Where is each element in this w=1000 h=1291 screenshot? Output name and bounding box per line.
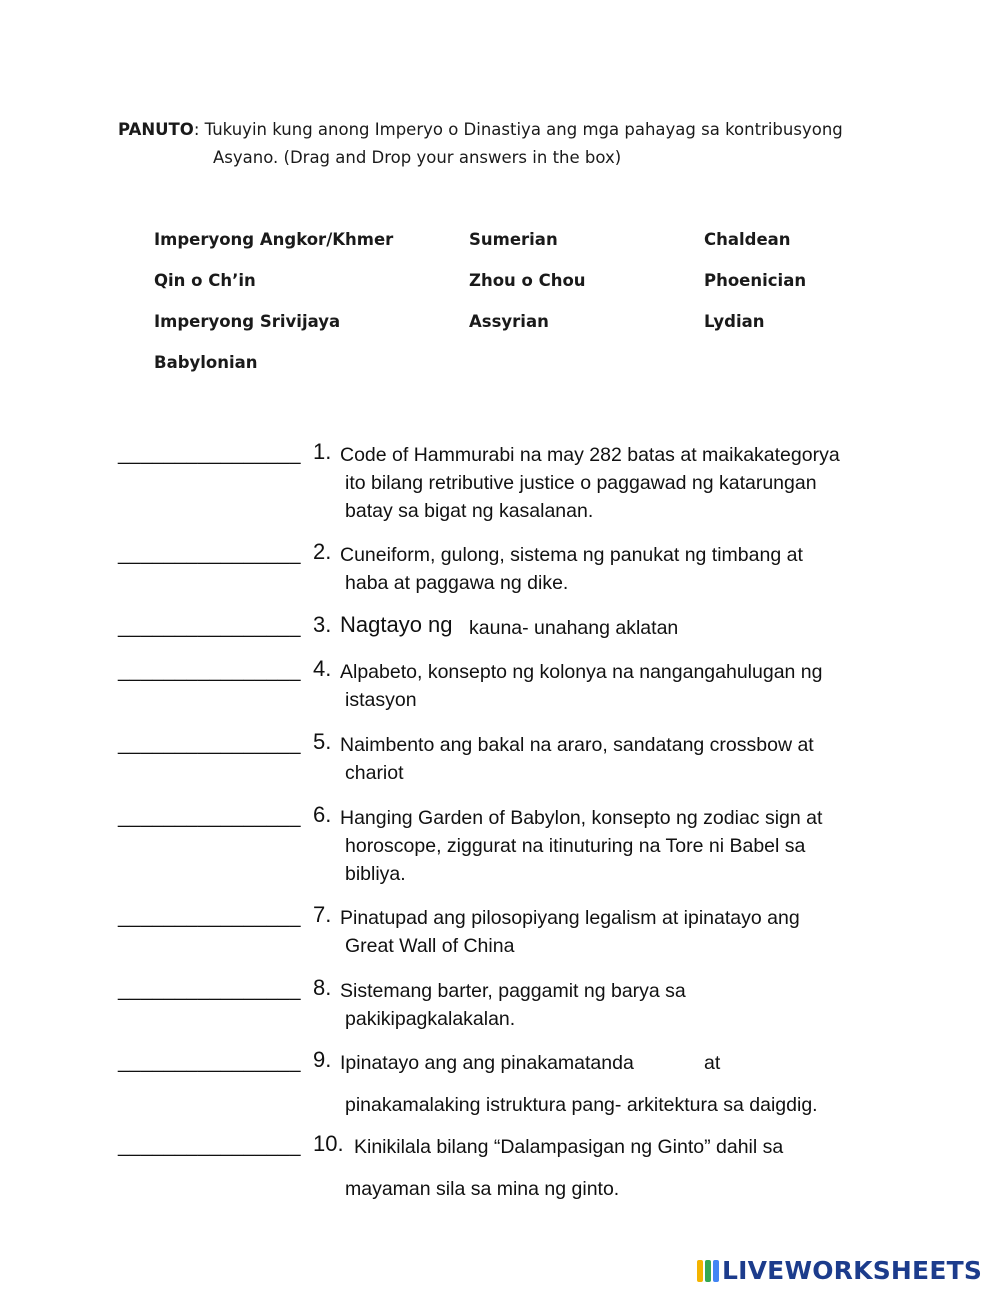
question-number: 8.	[313, 975, 332, 1000]
answer-blank-4[interactable]: ________________	[118, 660, 301, 682]
instructions-separator: :	[193, 120, 200, 139]
logo-bar	[697, 1260, 703, 1282]
question-text: at	[704, 1052, 721, 1074]
answer-blank-10[interactable]: ________________	[118, 1135, 301, 1157]
question-text: Great Wall of China	[345, 935, 515, 957]
question-text: bibliya.	[345, 863, 406, 885]
question-text: Ipinatayo ang ang pinakamatanda	[340, 1052, 634, 1074]
choice-zhou[interactable]: Zhou o Chou	[469, 271, 586, 290]
answer-blank-1[interactable]: ________________	[118, 443, 301, 465]
instructions-label: PANUTO	[118, 120, 194, 139]
choice-sumerian[interactable]: Sumerian	[469, 230, 558, 249]
question-number: 7.	[313, 902, 332, 927]
question-number: 10.	[313, 1131, 344, 1156]
question-text: mayaman sila sa mina ng ginto.	[345, 1178, 620, 1200]
question-text: pinakamalaking istruktura pang- arkitektura sa daigdig.	[345, 1094, 818, 1116]
question-text: Pinatupad ang pilosopiyang legalism at ipinatayo ang	[340, 907, 800, 929]
question-number: 2.	[313, 539, 332, 564]
logo-text: LIVEWORKSHEETS	[722, 1256, 983, 1285]
answer-blank-7[interactable]: ________________	[118, 906, 301, 928]
question-text: Kinikilala bilang “Dalampasigan ng Ginto” dahil sa	[354, 1136, 784, 1158]
logo-bar	[705, 1260, 711, 1282]
answer-blank-2[interactable]: ________________	[118, 543, 301, 565]
answer-blank-8[interactable]: ________________	[118, 979, 301, 1001]
question-text: chariot	[345, 762, 404, 784]
choice-angkor-khmer[interactable]: Imperyong Angkor/Khmer	[154, 230, 394, 249]
question-number: 3.	[313, 612, 332, 637]
question-text: Naimbento ang bakal na araro, sandatang crossbow at	[340, 734, 814, 756]
question-text: istasyon	[345, 689, 417, 711]
question-text: batay sa bigat ng kasalanan.	[345, 500, 594, 522]
question-number: 4.	[313, 656, 332, 681]
question-text: ito bilang retributive justice o paggawad ng katarungan	[345, 472, 817, 494]
liveworksheets-logo	[697, 1256, 982, 1285]
instructions	[118, 116, 918, 172]
choice-chaldean[interactable]: Chaldean	[704, 230, 791, 249]
question-text: Alpabeto, konsepto ng kolonya na nangangahulugan ng	[340, 661, 823, 683]
question-number: 9.	[313, 1047, 332, 1072]
choice-qin[interactable]: Qin o Ch’in	[154, 271, 256, 290]
question-number: 6.	[313, 802, 332, 827]
question-number: 5.	[313, 729, 332, 754]
choice-babylonian[interactable]: Babylonian	[154, 353, 258, 372]
answer-blank-9[interactable]: ________________	[118, 1051, 301, 1073]
question-number: 1.	[313, 439, 332, 464]
logo-bars-icon	[697, 1260, 719, 1282]
question-text: Cuneiform, gulong, sistema ng panukat ng timbang at	[340, 544, 803, 566]
question-text: Sistemang barter, paggamit ng barya sa	[340, 980, 686, 1002]
question-text: pakikipagkalakalan.	[345, 1008, 516, 1030]
choice-srivijaya[interactable]: Imperyong Srivijaya	[154, 312, 341, 331]
question-text: Nagtayo ng	[340, 612, 453, 637]
question-text: horoscope, ziggurat na itinuturing na Tore ni Babel sa	[345, 835, 806, 857]
question-text: Code of Hammurabi na may 282 batas at maikakategorya	[340, 444, 840, 466]
choice-lydian[interactable]: Lydian	[704, 312, 765, 331]
question-text: haba at paggawa ng dike.	[345, 572, 569, 594]
choice-phoenician[interactable]: Phoenician	[704, 271, 807, 290]
logo-bar	[713, 1260, 719, 1282]
question-text: Hanging Garden of Babylon, konsepto ng zodiac sign at	[340, 807, 823, 829]
choice-assyrian[interactable]: Assyrian	[469, 312, 549, 331]
instructions-line-1: Tukuyin kung anong Imperyo o Dinastiya ang mga pahayag sa kontribusyong	[199, 120, 843, 139]
answer-blank-3[interactable]: ________________	[118, 616, 301, 638]
instructions-line-2: Asyano. (Drag and Drop your answers in the box)	[213, 148, 622, 167]
answer-blank-5[interactable]: ________________	[118, 733, 301, 755]
question-text: kauna- unahang aklatan	[469, 617, 679, 639]
answer-blank-6[interactable]: ________________	[118, 806, 301, 828]
